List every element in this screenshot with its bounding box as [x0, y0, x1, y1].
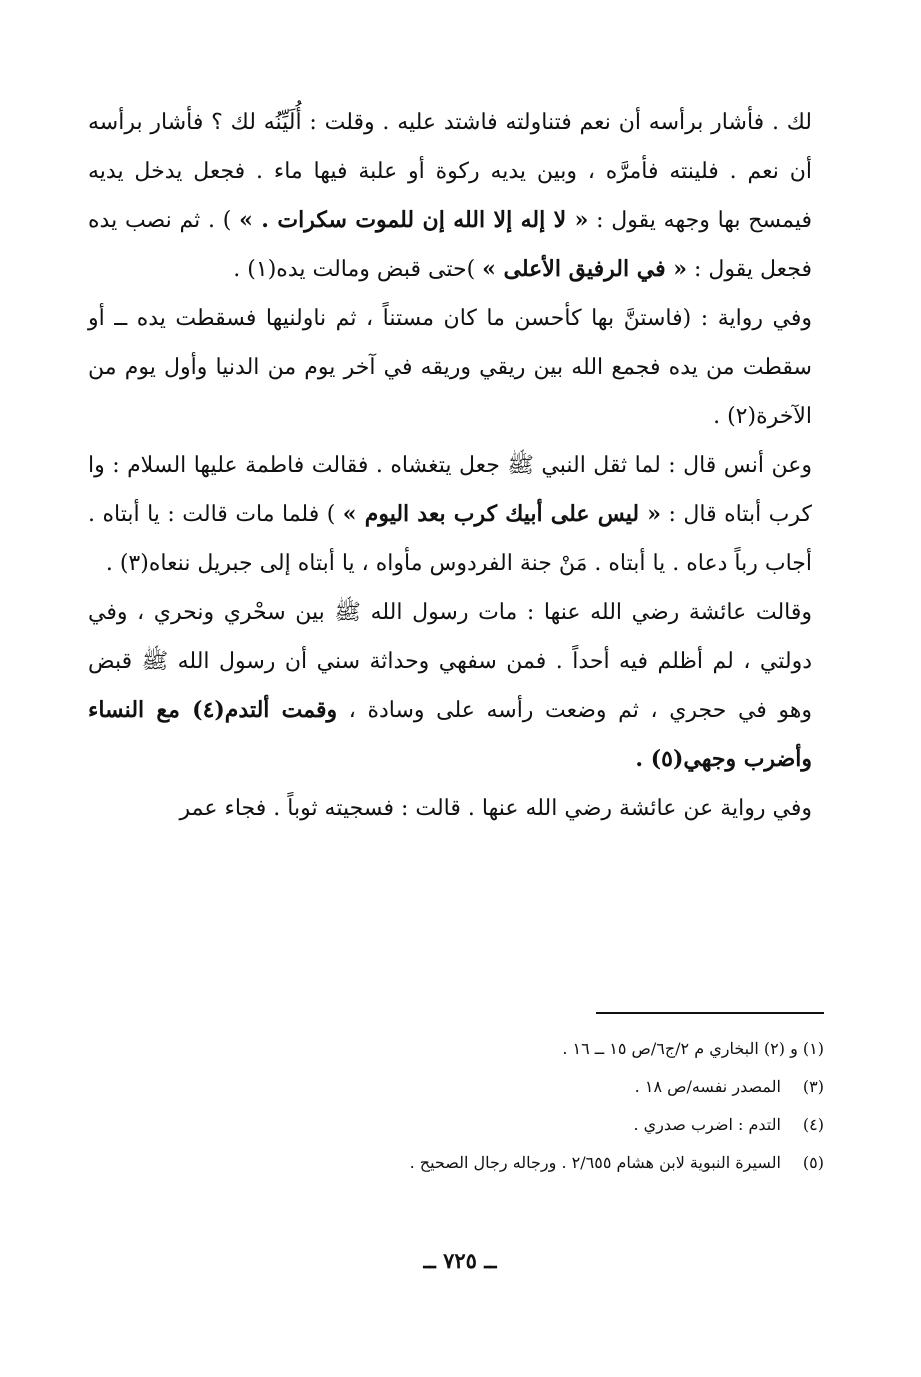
- footnote: [88, 1144, 824, 1182]
- paragraph: [88, 441, 812, 588]
- quoted-saying: « في الرفيق الأعلى »: [482, 256, 687, 282]
- page-number: ــ ٧٢٥ ــ: [423, 1248, 497, 1273]
- footnote-number: (٤): [802, 1115, 824, 1134]
- quoted-saying: « لا إله إلا الله إن للموت سكرات . »: [239, 207, 589, 233]
- quoted-saying: « ليس على أبيك كرب بعد اليوم »: [342, 501, 661, 527]
- footnote-divider: [596, 1012, 824, 1014]
- main-text: [88, 98, 812, 833]
- footnote-text: المصدر نفسه/ص ١٨ .: [634, 1077, 781, 1096]
- text-run: وفي رواية : (فاستنَّ بها كأحسن ما كان مستناً ، ثم ناولنيها فسقطت يده ــ أو سقطت من يده فجمع الله بين ريقي وريقه في آخر يوم من الدنيا وأول يوم من الآخرة(٢) .: [88, 306, 812, 429]
- quoted-saying: وقمت ألتدم(٤) مع النساء وأضرب وجهي(٥) .: [88, 697, 812, 772]
- text-run: )حتى قبض ومالت يده(١) .: [233, 257, 483, 282]
- footnote-number: (٣): [802, 1077, 824, 1096]
- paragraph: [88, 294, 812, 441]
- footnote-text: السيرة النبوية لابن هشام ٢/٦٥٥ . ورجاله رجال الصحيح .: [409, 1153, 781, 1172]
- footnote-number: (٥): [802, 1153, 824, 1172]
- text-run: ) . ثم نصب يده فجعل يقول :: [88, 208, 812, 282]
- text-run: وفي رواية عن عائشة رضي الله عنها . قالت : فسجيته ثوباً . فجاء عمر: [179, 796, 812, 821]
- footnote-text: التدم : اضرب صدري .: [633, 1115, 781, 1134]
- paragraph: [88, 98, 812, 294]
- paragraph: [88, 588, 812, 784]
- footnotes: [88, 1030, 824, 1182]
- footnote: [88, 1068, 824, 1106]
- footnote-number: (١) و (٢): [763, 1039, 824, 1058]
- footnote-text: البخاري م ٢/ج٦/ص ١٥ ــ ١٦ .: [562, 1039, 759, 1058]
- footnote: [88, 1030, 824, 1068]
- text-run: وعن أنس قال : لما ثقل النبي ﷺ جعل يتغشاه . فقالت فاطمة عليها السلام : وا كرب أبتاه قال :: [88, 453, 813, 527]
- footnote: [88, 1106, 824, 1144]
- text-run: ) فلما مات قالت : يا أبتاه . أجاب رباً دعاه . يا أبتاه . مَنْ جنة الفردوس مأواه ، يا أبتاه إلى جبريل ننعاه(٣) .: [88, 502, 812, 576]
- paragraph: [88, 784, 812, 833]
- text-run: وقالت عائشة رضي الله عنها : مات رسول الله ﷺ بين سحْري ونحري ، وفي دولتي ، لم أظلم فيه أحداً . فمن سفهي وحداثة سني أن رسول الله ﷺ قبض وهو في حجري ، ثم وضعت رأسه على وسادة ،: [88, 600, 812, 723]
- text-run: لك . فأشار برأسه أن نعم فتناولته فاشتد عليه . وقلت : أُلَيِّنُه لك ؟ فأشار برأسه أن نعم . فلينته فأمرَّه ، وبين يديه ركوة أو علبة فيها ماء . فجعل يدخل يديه فيمسح بها وجهه يقول :: [88, 110, 813, 233]
